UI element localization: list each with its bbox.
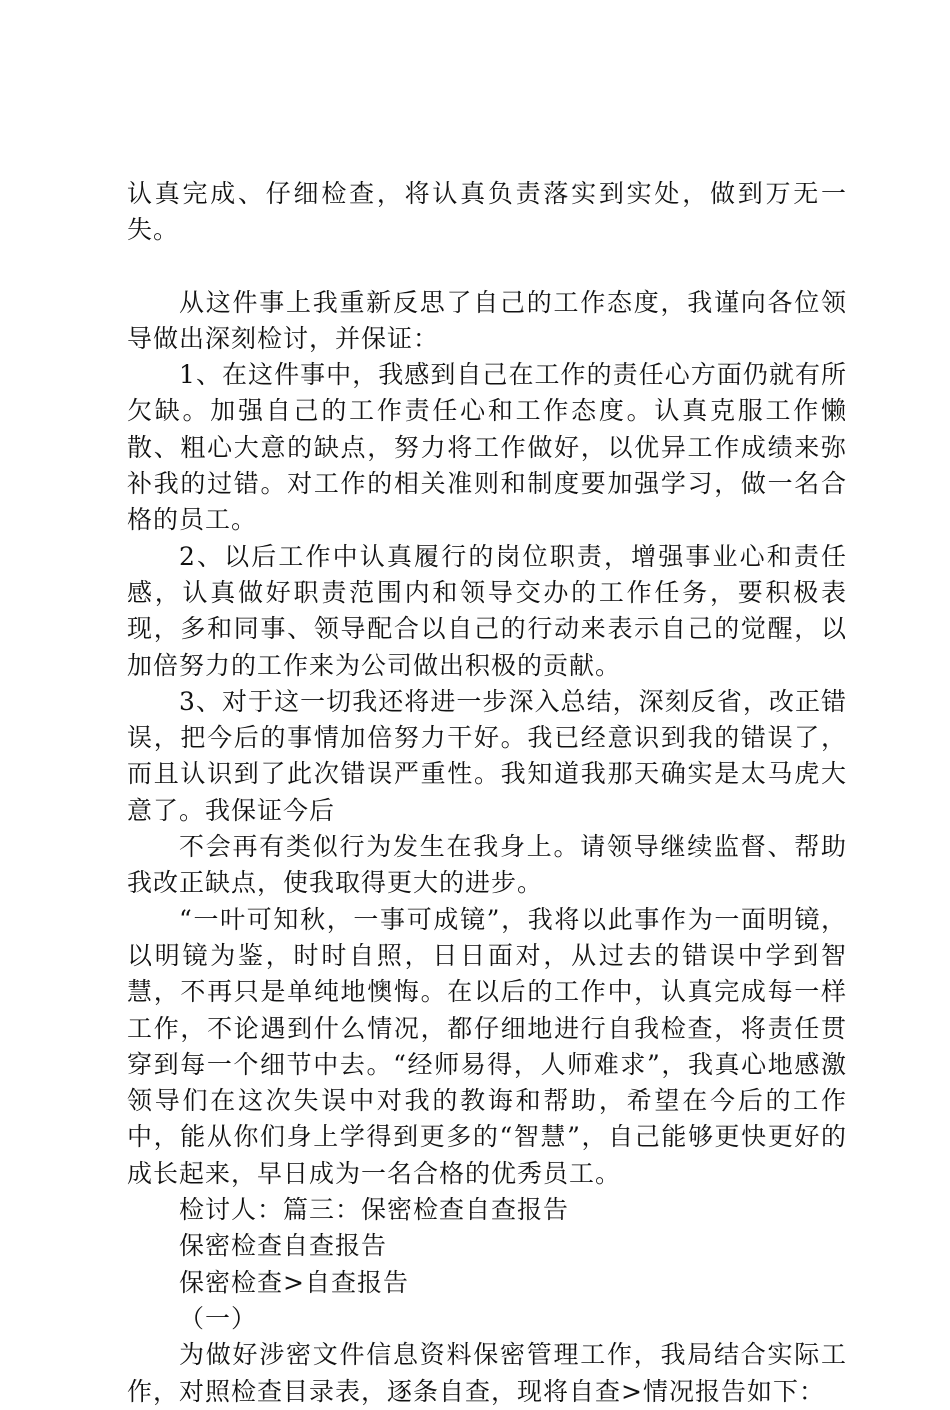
- paragraph-4: 2、以后工作中认真履行的岗位职责，增强事业心和责任感，认真做好职责范围内和领导交办的工作任务，要积极表现，多和同事、领导配合以自己的行动来表示自己的觉醒，以加倍努力的工作来为公司做出积极的贡献。: [127, 541, 847, 680]
- paragraph-1: 认真完成、仔细检查，将认真负责落实到实处，做到万无一失。: [127, 179, 847, 245]
- paragraph-9: 保密检查自查报告: [179, 1231, 388, 1261]
- paragraph-3: 1、在这件事中，我感到自己在工作的责任心方面仍就有所欠缺。加强自己的工作责任心和工作态度。认真克服工作懒散、粗心大意的缺点，努力将工作做好，以优异工作成绩来弥补我的过错。对工作的相关准则和制度要加强学习，做一名合格的员工。: [127, 360, 847, 535]
- paragraph-5: 3、对于这一切我还将进一步深入总结，深刻反省，改正错误，把今后的事情加倍努力干好。我已经意识到我的错误了，而且认识到了此次错误严重性。我知道我那天确实是太马虎大意了。我保证今后: [127, 686, 847, 825]
- paragraph-6: 不会再有类似行为发生在我身上。请领导继续监督、帮助我改正缺点，使我取得更大的进步。: [127, 832, 847, 898]
- paragraph-8: 检讨人：篇三：保密检查自查报告: [179, 1195, 570, 1225]
- paragraph-12: 为做好涉密文件信息资料保密管理工作，我局结合实际工作，对照检查目录表，逐条自查，现将自查>情况报告如下：: [127, 1340, 847, 1406]
- document-body: [127, 176, 847, 1410]
- paragraph-10: 保密检查>自查报告: [179, 1267, 409, 1297]
- paragraph-11: （一）: [179, 1303, 258, 1333]
- paragraph-7: “一叶可知秋，一事可成镜”，我将以此事作为一面明镜，以明镜为鉴，时时自照，日日面对，从过去的错误中学到智慧，不再只是单纯地懊悔。在以后的工作中，认真完成每一样工作，不论遇到什么情况，都仔细地进行自我检查，将责任贯穿到每一个细节中去。“经师易得，人师难求”，我真心地感激领导们在这次失误中对我的教诲和帮助，希望在今后的工作中，能从你们身上学得到更多的“智慧”，自己能够更快更好的成长起来，早日成为一名合格的优秀员工。: [127, 904, 847, 1188]
- paragraph-2: 从这件事上我重新反思了自己的工作态度，我谨向各位领导做出深刻检讨，并保证：: [127, 287, 847, 353]
